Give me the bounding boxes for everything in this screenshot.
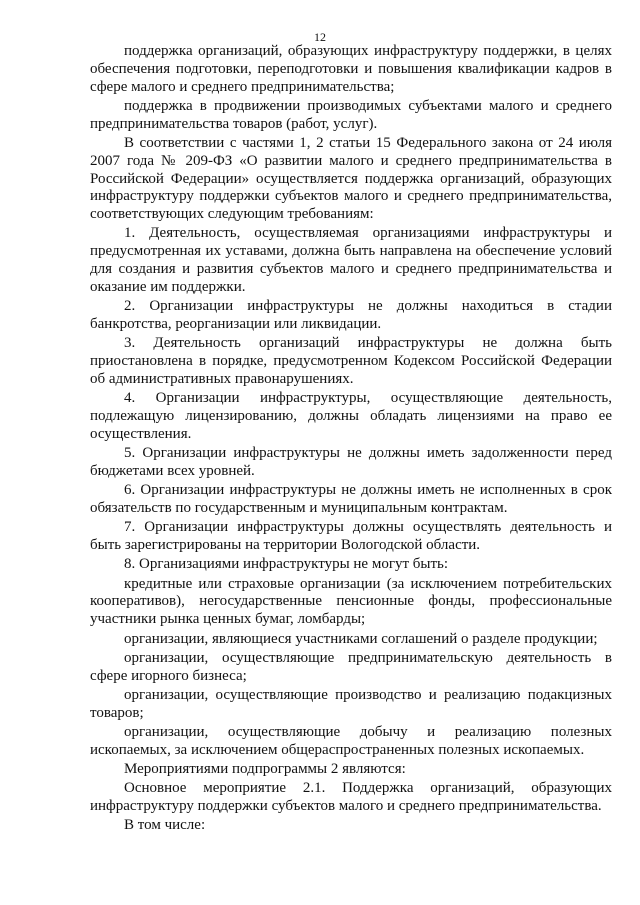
document-body — [90, 43, 612, 837]
page-number: 12 — [314, 30, 326, 44]
paragraph: организации, являющиеся участниками соглашений о разделе продукции; — [124, 630, 598, 647]
paragraph: 8. Организациями инфраструктуры не могут быть: — [124, 556, 449, 573]
paragraph: 5. Организации инфраструктуры не должны иметь задолженности перед бюджетами всех уровней. — [90, 445, 612, 479]
paragraph: кредитные или страховые организации (за исключением потребительских кооперативов), негосударственные пенсионные фонды, профессиональные участники рынка ценных бумаг, ломбарды; — [90, 575, 612, 628]
paragraph: В том числе: — [124, 817, 206, 834]
paragraph: Мероприятиями подпрограммы 2 являются: — [124, 761, 406, 778]
paragraph: организации, осуществляющие добычу и реализацию полезных ископаемых, за исключением общераспространенных полезных ископаемых. — [90, 723, 612, 758]
paragraph: 1. Деятельность, осуществляемая организациями инфраструктуры и предусмотренная их уставами, должна быть направлена на обеспечение условий для создания и развития субъектов малого и среднего предпринимательства и оказание им поддержки. — [90, 225, 612, 295]
paragraph: 4. Организации инфраструктуры, осуществляющие деятельность, подлежащую лицензированию, должны обладать лицензиями на право ее осуществления. — [90, 390, 612, 442]
paragraph: 6. Организации инфраструктуры не должны иметь не исполненных в срок обязательств по государственным и муниципальным контрактам. — [90, 482, 612, 516]
paragraph: организации, осуществляющие производство и реализацию подакцизных товаров; — [90, 686, 612, 721]
paragraph: 3. Деятельность организаций инфраструктуры не должна быть приостановлена в порядке, предусмотренном Кодексом Российской Федерации об административных правонарушениях. — [90, 335, 612, 387]
paragraph: поддержка организаций, образующих инфраструктуру поддержки, в целях обеспечения подготовки, переподготовки и повышения квалификации кадров в сфере малого и среднего предпринимательства; — [90, 43, 612, 95]
paragraph: В соответствии с частями 1, 2 статьи 15 Федерального закона от 24 июля 2007 года № 209-ФЗ «О развитии малого и среднего предпринимательства в Российской Федерации» осуществляется поддержка организаций, образующих инфраструктуру поддержки субъектов малого и среднего предпринимательства, соответствующих следующим требованиям: — [90, 134, 612, 223]
paragraph: организации, осуществляющие предпринимательскую деятельность в сфере игорного бизнеса; — [90, 649, 612, 684]
paragraph: 7. Организации инфраструктуры должны осуществлять деятельность и быть зарегистрированы на территории Вологодской области. — [90, 519, 612, 554]
paragraph: 2. Организации инфраструктуры не должны находиться в стадии банкротства, реорганизации или ликвидации. — [90, 298, 612, 332]
paragraph: Основное мероприятие 2.1. Поддержка организаций, образующих инфраструктуру поддержки субъектов малого и среднего предпринимательства. — [90, 780, 612, 815]
paragraph: поддержка в продвижении производимых субъектами малого и среднего предпринимательства товаров (работ, услуг). — [90, 97, 612, 132]
